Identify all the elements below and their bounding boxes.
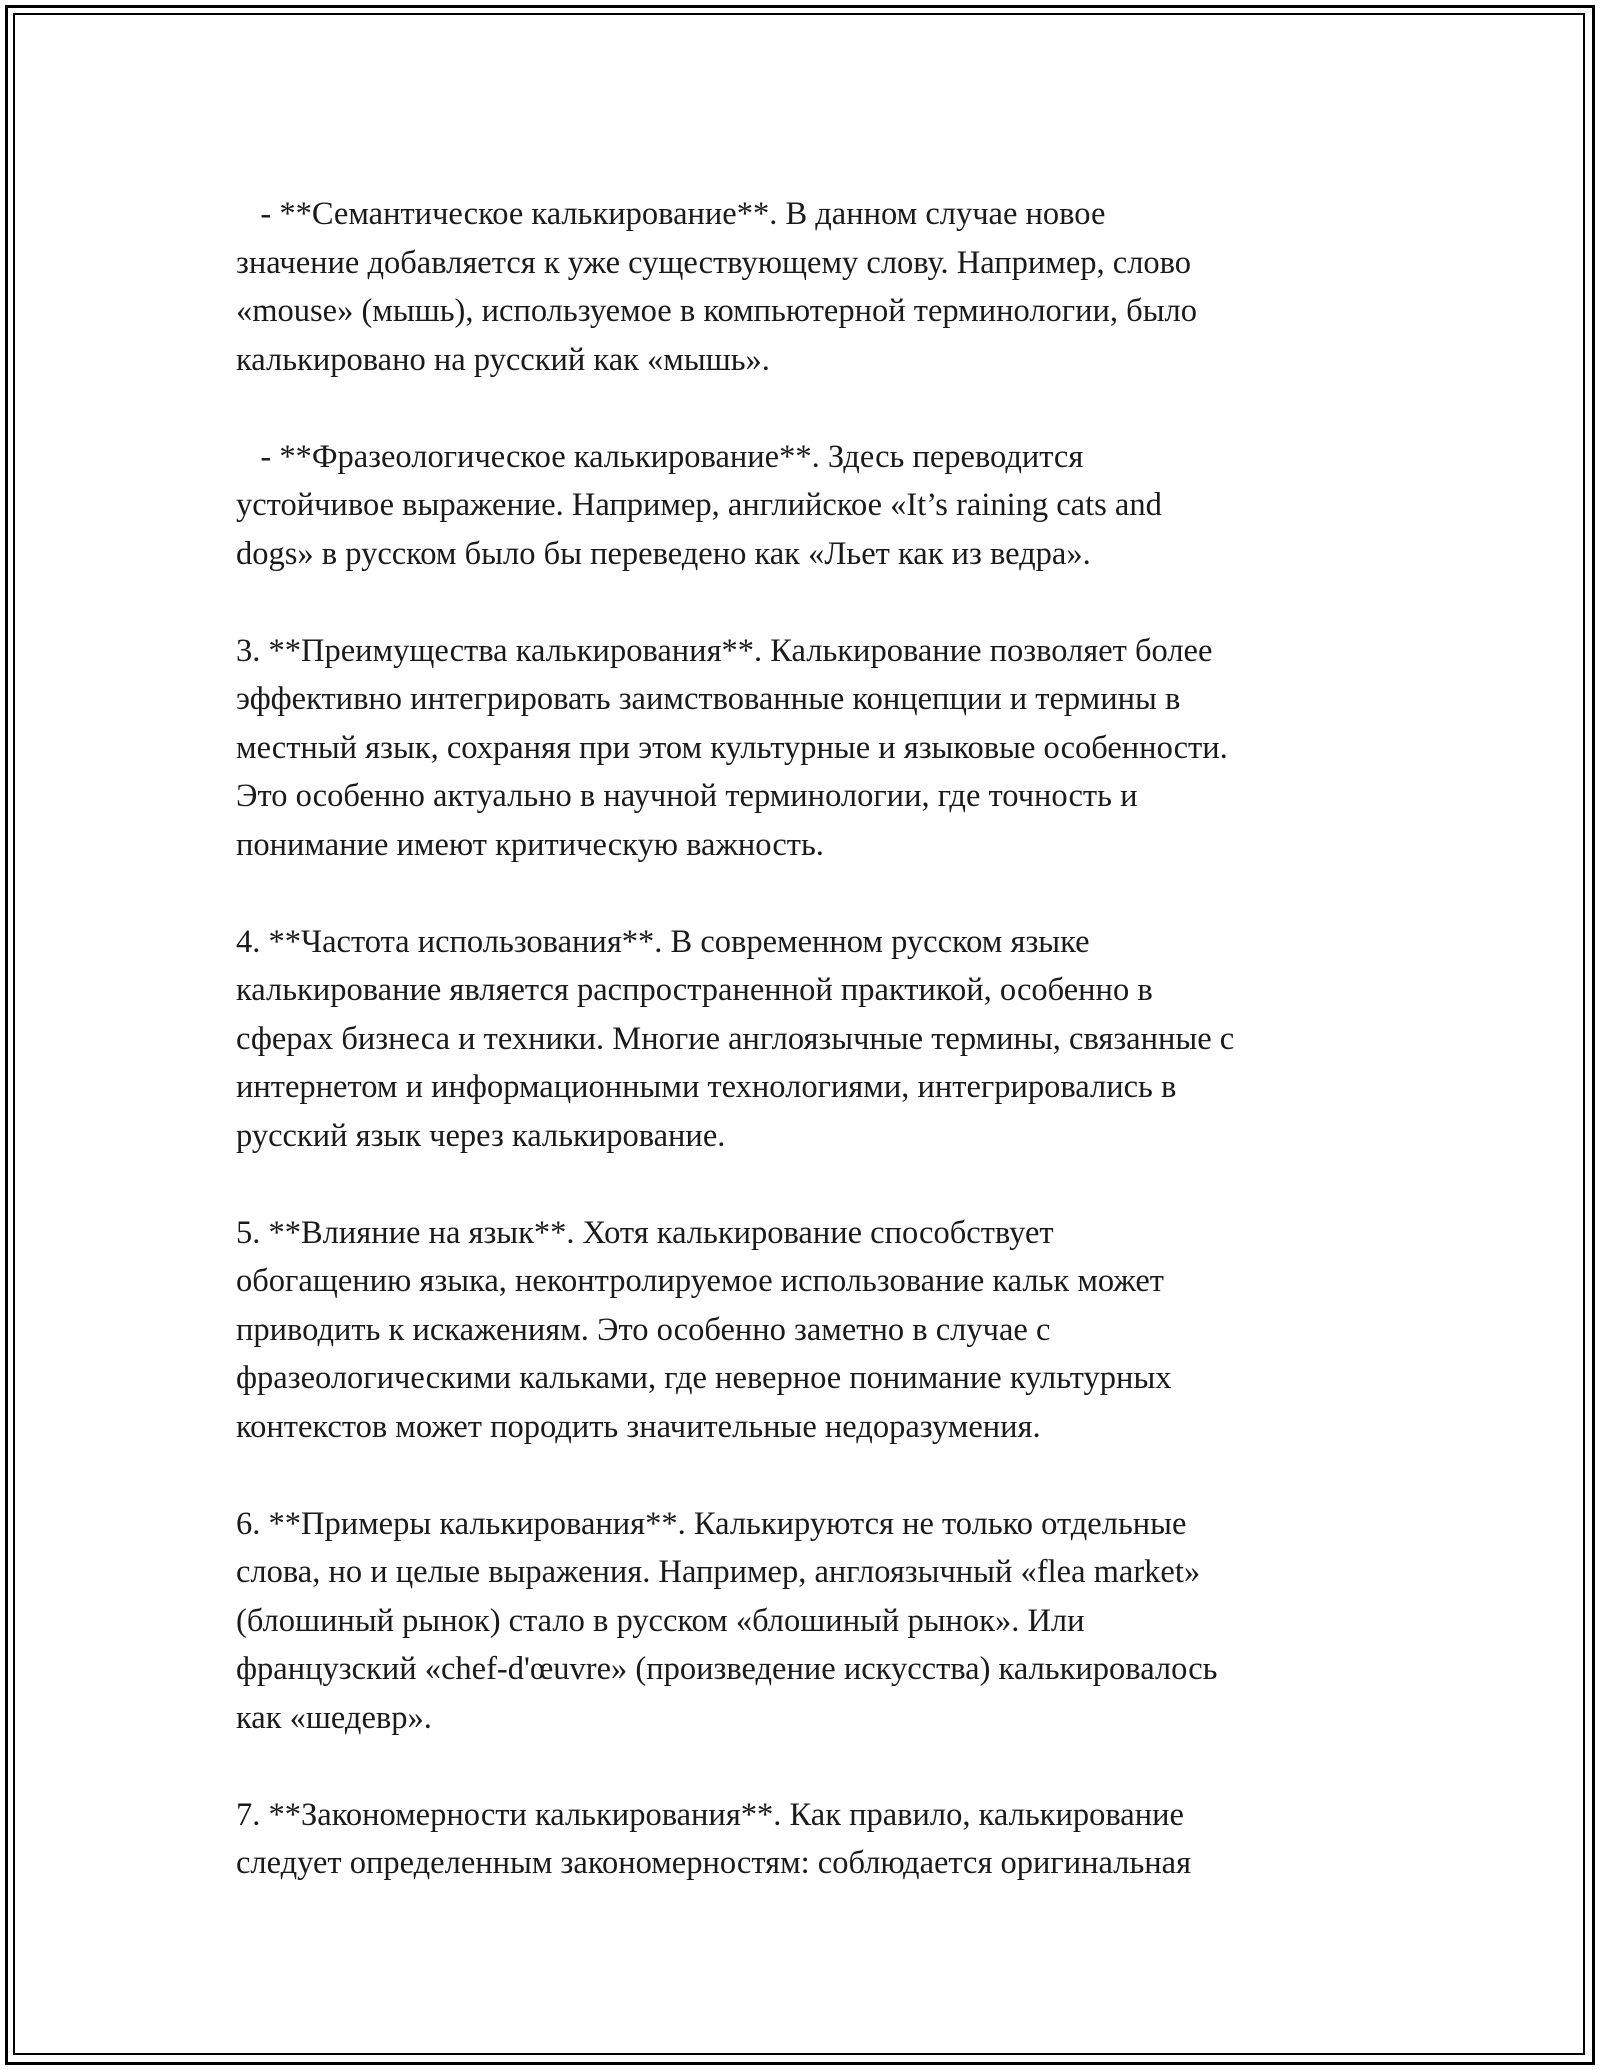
text-line: значение добавляется к уже существующему слову. Например, слово (236, 244, 1192, 281)
text-line: интернетом и информационными технологиями, интегрировались в (236, 1069, 1177, 1105)
paragraph-examples (236, 1500, 1386, 1743)
text-line: калькирование является распространенной практикой, особенно в (236, 972, 1153, 1008)
text-line: калькировано на русский как «мышь». (236, 341, 770, 378)
text-line: французский «chef-d'œuvre» (произведение искусства) калькировалось (236, 1651, 1218, 1687)
text-line: 3. **Преимущества калькирования**. Калькирование позволяет более (236, 632, 1213, 669)
text-line: 7. **Закономерности калькирования**. Как правило, калькирование (236, 1796, 1184, 1833)
text-line: следует определенным закономерностям: соблюдается оригинальная (236, 1845, 1192, 1881)
text-line: 4. **Частота использования**. В современном русском языке (236, 923, 1090, 960)
text-line: - **Семантическое калькирование**. В данном случае новое (236, 196, 1106, 232)
text-line: как «шедевр». (236, 1699, 432, 1736)
text-line: Это особенно актуально в научной терминологии, где точность и (236, 778, 1138, 814)
text-line: (блошиный рынок) стало в русском «блошиный рынок». Или (236, 1602, 1085, 1639)
text-line: слова, но и целые выражения. Например, англоязычный «flea market» (236, 1554, 1201, 1590)
text-line: «mouse» (мышь), используемое в компьютерной терминологии, было (236, 293, 1198, 329)
text-line: устойчивое выражение. Например, английское «It’s raining cats and (236, 487, 1162, 523)
text-line: приводить к искажениям. Это особенно заметно в случае с (236, 1311, 1051, 1348)
text-line: dogs» в русском было бы переведено как «Льет как из ведра». (236, 535, 1091, 572)
document-body (236, 190, 1386, 1936)
paragraph-advantages (236, 627, 1386, 870)
text-line: фразеологическими кальками, где неверное понимание культурных (236, 1360, 1172, 1396)
text-line: местный язык, сохраняя при этом культурные и языковые особенности. (236, 729, 1228, 766)
paragraph-frequency (236, 918, 1386, 1161)
text-line: 6. **Примеры калькирования**. Калькируются не только отдельные (236, 1505, 1187, 1542)
text-line: сферах бизнеса и техники. Многие англоязычные термины, связанные с (236, 1020, 1235, 1057)
text-line: 5. **Влияние на язык**. Хотя калькирование способствует (236, 1214, 1054, 1251)
paragraph-patterns (236, 1791, 1386, 1888)
paragraph-semantic-calque (236, 190, 1386, 384)
text-line: эффективно интегрировать заимствованные концепции и термины в (236, 681, 1181, 717)
text-line: контекстов может породить значительные недоразумения. (236, 1408, 1041, 1445)
text-line: русский язык через калькирование. (236, 1117, 726, 1154)
paragraph-phraseological-calque (236, 433, 1386, 579)
text-line: - **Фразеологическое калькирование**. Здесь переводится (236, 438, 1084, 475)
paragraph-influence (236, 1209, 1386, 1452)
text-line: понимание имеют критическую важность. (236, 826, 824, 863)
text-line: обогащению языка, неконтролируемое использование кальк может (236, 1263, 1165, 1299)
